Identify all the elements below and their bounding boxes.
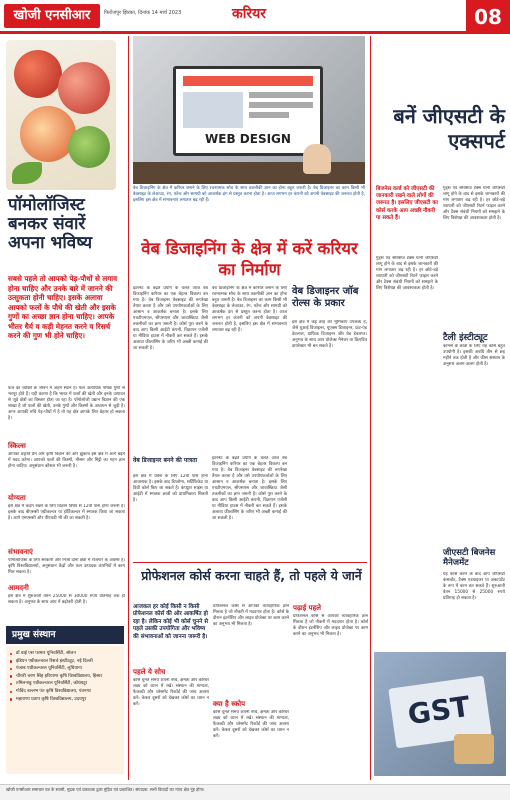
eligibility-web-body: इस क्षेत्र में प्रवेश के लिए 12वीं पास होना आवश्यक है। इसके बाद डिप्लोमा, सर्टिफिकेट या डिग्री कोर्स किए जा सकते हैं। कंप्यूटर साइंस या आईटी में स्नातक छात्रों को प्राथमिकता मिलती है। <box>133 474 208 503</box>
job-roles-body: इस क्षेत्र में कई तरह की भूमिकाएं उपलब्ध हैं, जैसे यूआई डिजाइनर, यूएक्स डिजाइनर, फ्रंट-एंड डेवलपर, ग्राफिक डिजाइनर और वेब डेवलपर। अनुभव के साथ आप प्रोजेक्ट मैनेजर या क्रिएटिव डायरेक्टर भी बन सकते हैं। <box>292 320 367 349</box>
professional-body-2: प्रोफेशनल कोर्स से आपको व्यावहारिक ज्ञान मिलता है जो नौकरी में मददगार होता है। कोर्स के दौरान इंटर्नशिप और लाइव प्रोजेक्ट पर काम करने का अनुभव भी मिलता है। <box>213 604 289 627</box>
column-divider <box>370 36 371 780</box>
professional-course-headline: प्रोफेशनल कोर्स करना चाहते हैं, तो पहले ये जानें <box>141 568 362 583</box>
scope-course-body: कोर्स चुनते समय अपनी रुचि, क्षमता और करियर लक्ष्य को ध्यान में रखें। संस्थान की मान्यता, फैकल्टी और प्लेसमेंट रिकॉर्ड की जांच अवश्य करें। केवल दूसरों को देखकर कोर्स का चयन न करें। <box>213 710 289 739</box>
gst-photo <box>374 652 506 776</box>
scope-course-heading: क्या है स्कोप <box>213 700 246 708</box>
web-design-body-1: इंटरनेट के बढ़ते प्रयोग के चलते आज वेब डिजाइनिंग करियर का एक बेहतर विकल्प बन गया है। वेब डिजाइनर वेबसाइट की रूपरेखा तैयार करता है और उसे उपयोगकर्ताओं के लिए आसान व आकर्षक बनाता है। इसके लिए एचटीएमएल, सीएसएस और जावास्क्रिप्ट जैसी तकनीकों का ज्ञान जरूरी है। कोर्स पूरा करने के बाद आप किसी आईटी कंपनी, विज्ञापन एजेंसी या मीडिया हाउस में नौकरी कर सकते हैं। इसके अलावा फ्रीलांसिंग के जरिए भी अच्छी कमाई की जा सकती है। <box>133 286 208 351</box>
think-first-body: कोर्स चुनते समय अपनी रुचि, क्षमता और करियर लक्ष्य को ध्यान में रखें। संस्थान की मान्यता, फैकल्टी और प्लेसमेंट रिकॉर्ड की जांच अवश्य करें। केवल दूसरों को देखकर कोर्स का चयन न करें। <box>133 678 209 707</box>
web-design-body-2: वेब डिजाइनिंग के क्षेत्र में करियर बनाने के लिए रचनात्मक सोच के साथ तकनीकी ज्ञान का होना बहुत जरूरी है। वेब डिजाइनर का काम किसी भी वेबसाइट के लेआउट, रंग, फॉन्ट और सामग्री को आकर्षक ढंग से प्रस्तुत करना होता है। आज लगभग हर कंपनी को अपनी वेबसाइट की जरूरत होती है, इसलिए इस क्षेत्र में संभावनाएं लगातार बढ़ रही हैं। <box>212 286 287 333</box>
gst-headline: बनें जीएसटी के एक्सपर्ट <box>393 104 505 153</box>
eligibility-heading: योग्यता <box>8 494 26 502</box>
column-divider <box>128 36 129 780</box>
scope-body: पॉमोलॉजिस्ट के लिए सरकारी और निजी दोनों क्षेत्रों में रोजगार के अवसर हैं। कृषि विश्वविद्यालयों, अनुसंधान केंद्रों और फल उत्पादक कंपनियों में काम मिल सकता है। <box>8 558 125 575</box>
web-design-photo <box>133 36 365 184</box>
list-item: इंडियन एग्रीकल्चरल रिसर्च इंस्टीट्यूट, नई दिल्ली <box>10 658 120 666</box>
gst-management-heading: जीएसटी बिजनेस मैनेजमेंट <box>443 548 496 568</box>
list-item: तमिलनाडु एग्रीकल्चरल यूनिवर्सिटी, कोयंबटूर <box>10 680 120 688</box>
pomegranate-fruit-photo <box>6 40 116 190</box>
pomology-body: फल का व्यक्ति के जीवन में अहम स्थान है। फल अत्यधिक पोषक गुणों से भरपूर होते हैं। यही कारण है कि भारत में फलों की खेती और इनके उत्पादन से जुड़े क्षेत्रों का विस्तार होता जा रहा है। पॉमोलॉजी उद्यान विज्ञान की एक शाखा है जो फलों की खेती, उनके गुणों और किस्मों के अध्ययन से जुड़ी है। अगर आपकी रुचि पेड़-पौधों में है तो यह क्षेत्र आपके लिए बेहतर हो सकता है। <box>8 386 125 421</box>
institutes-list <box>6 646 124 774</box>
think-first-heading: पहले ये सोच <box>133 668 166 676</box>
skills-body: आपका प्रकृति प्रेम और कृषि विज्ञान की ओर झुकाव इस क्षेत्र में आगे बढ़ने में मदद करेगा। आपको फलों की किस्मों, मौसम और मिट्टी का गहन ज्ञान होना चाहिए। अनुसंधान कौशल भी जरूरी है। <box>8 452 125 469</box>
list-item: पंजाब एग्रीकल्चरल यूनिवर्सिटी, लुधियाना <box>10 665 120 673</box>
income-body: इस क्षेत्र में शुरुआती वेतन 25000 से 30000 रुपये प्रतिमाह तक हो सकता है। अनुभव के साथ आय में बढ़ोतरी होती है। <box>8 594 125 605</box>
section-title: करियर <box>232 6 266 22</box>
skills-heading: स्किल्स <box>8 442 26 450</box>
page-number: 08 <box>466 0 510 34</box>
list-item: चौधरी चरण सिंह हरियाणा कृषि विश्वविद्यालय, हिसार <box>10 673 120 681</box>
list-item: डॉ वाई एस परमार यूनिवर्सिटी, सोलन <box>10 650 120 658</box>
tally-body: कॉमर्स के छात्रों के लिए यह कोर्स बहुत उपयोगी है। इसकी अवधि तीन से छह महीने तक होती है और फीस संस्थान के अनुसार अलग-अलग होती है। <box>443 344 505 367</box>
income-heading: आमदनी <box>8 584 29 592</box>
eligibility-body: इस क्षेत्र में कदम रखने के लिए विज्ञान विषय से 12वीं पास होना जरूरी है। इसके बाद बीएससी एग्रीकल्चर या हॉर्टिकल्चर में स्नातक किया जा सकता है। आगे एमएससी और पीएचडी भी की जा सकती है। <box>8 504 125 521</box>
imprint-line: खोजी एनसीआर समाचार पत्र के स्वामी, मुद्रक एवं प्रकाशक द्वारा मुद्रित एवं प्रकाशित। संपादक: सभी विवादों का न्याय क्षेत्र नूंह होगा। <box>0 784 510 800</box>
gst-deck: बिजनेस वर्ल्ड को जीएसटी की जानकारी रखने वाले लोगों की जरूरत है। इसलिए जीएसटी का कोर्स करके आप अच्छी नौकरी पा सकते हैं। <box>376 186 438 221</box>
scope-heading: संभावनाएं <box>8 548 33 556</box>
web-design-body-3: इंटरनेट के बढ़ते प्रयोग के चलते आज वेब डिजाइनिंग करियर का एक बेहतर विकल्प बन गया है। वेब डिजाइनर वेबसाइट की रूपरेखा तैयार करता है और उसे उपयोगकर्ताओं के लिए आसान व आकर्षक बनाता है। इसके लिए एचटीएमएल, सीएसएस और जावास्क्रिप्ट जैसी तकनीकों का ज्ञान जरूरी है। कोर्स पूरा करने के बाद आप किसी आईटी कंपनी, विज्ञापन एजेंसी या मीडिया हाउस में नौकरी कर सकते हैं। इसके अलावा फ्रीलांसिंग के जरिए भी अच्छी कमाई की जा सकती है। <box>212 456 287 521</box>
study-first-heading: पढ़ाई पहले <box>293 604 322 612</box>
institutes-heading: प्रमुख संस्थान <box>6 626 124 644</box>
professional-course-deck: आजकल हर कोई किसी न किसी प्रोफेशनल कोर्स की ओर आकर्षित हो रहा है। लेकिन कोई भी कोर्स चुनने से पहले उसकी उपयोगिता और भविष्य की संभावनाओं को जानना जरूरी है। <box>133 604 209 640</box>
gst-image-text: GST <box>405 689 473 732</box>
newspaper-logo: खोजी एनसीआर <box>4 4 100 28</box>
web-design-caption: वेब डिजाइनिंग के क्षेत्र में करियर बनाने के लिए रचनात्मक सोच के साथ तकनीकी ज्ञान का होना बहुत जरूरी है। वेब डिजाइनर का काम किसी भी वेबसाइट के लेआउट, रंग, फॉन्ट और सामग्री को आकर्षक ढंग से प्रस्तुत करना होता है। आज लगभग हर कंपनी को अपनी वेबसाइट की जरूरत होती है, इसलिए इस क्षेत्र में संभावनाएं लगातार बढ़ रही हैं। <box>133 186 365 203</box>
gst-body-2: गुड्स एंड सर्विसेज टैक्स यानी जीएसटी लागू होने के बाद से इसके जानकारों की मांग लगातार बढ़ रही है। हर छोटे-बड़े व्यापारी को जीएसटी रिटर्न फाइल करने और टैक्स संबंधी नियमों को समझने के लिए विशेषज्ञ की आवश्यकता होती है। <box>443 186 505 221</box>
list-item: महाराणा प्रताप कृषि विश्वविद्यालय, उदयपुर <box>10 696 120 704</box>
pomology-deck: सबसे पहले तो आपको पेड़-पौधों से लगाव होना चाहिए और उनके बारे में जानने की उत्सुकता होनी चाहिए। इसके अलावा आपको फलों के पौधे की खेती और इसके गुणों का अच्छा ज्ञान होना चाहिए। आपके भीतर धैर्य व कड़ी मेहनत करने व रिसर्च करने की गुण भी होने चाहिए। <box>8 274 118 340</box>
eligibility-web-heading: वेब डिजाइनर बनने की पात्रता <box>133 457 198 464</box>
section-divider <box>133 562 367 563</box>
study-first-body: प्रोफेशनल कोर्स से आपको व्यावहारिक ज्ञान मिलता है जो नौकरी में मददगार होता है। कोर्स के दौरान इंटर्नशिप और लाइव प्रोजेक्ट पर काम करने का अनुभव भी मिलता है। <box>293 614 368 637</box>
web-design-headline: वेब डिजाइनिंग के क्षेत्र में करें करियर का निर्माण <box>141 239 358 279</box>
dateline: फिरोजपुर झिरका, दिनांक 14 मार्च 2023 <box>104 10 182 16</box>
gst-body-1: गुड्स एंड सर्विसेज टैक्स यानी जीएसटी लागू होने के बाद से इसके जानकारों की मांग लगातार बढ़ रही है। हर छोटे-बड़े व्यापारी को जीएसटी रिटर्न फाइल करने और टैक्स संबंधी नियमों को समझने के लिए विशेषज्ञ की आवश्यकता होती है। <box>376 256 438 291</box>
list-item: गोविंद बल्लभ पंत कृषि विश्वविद्यालय, पंतनगर <box>10 688 120 696</box>
pomology-headline: पॉमोलॉजिस्ट बनकर संवारें अपना भविष्य <box>8 195 93 253</box>
gst-management-body: यह कोर्स करने के बाद आप जीएसटी कंसल्टेंट, टैक्स एडवाइजर या अकाउंटेंट के रूप में काम कर सकते हैं। शुरुआती वेतन 15000 से 25000 रुपये प्रतिमाह हो सकता है। <box>443 572 505 601</box>
tally-heading: टैली इंस्टीट्यूट <box>443 333 488 343</box>
web-design-image-text: WEB DESIGN <box>205 132 291 146</box>
job-roles-heading: वेब डिजाइनर जॉब रोल्स के प्रकार <box>292 286 359 309</box>
